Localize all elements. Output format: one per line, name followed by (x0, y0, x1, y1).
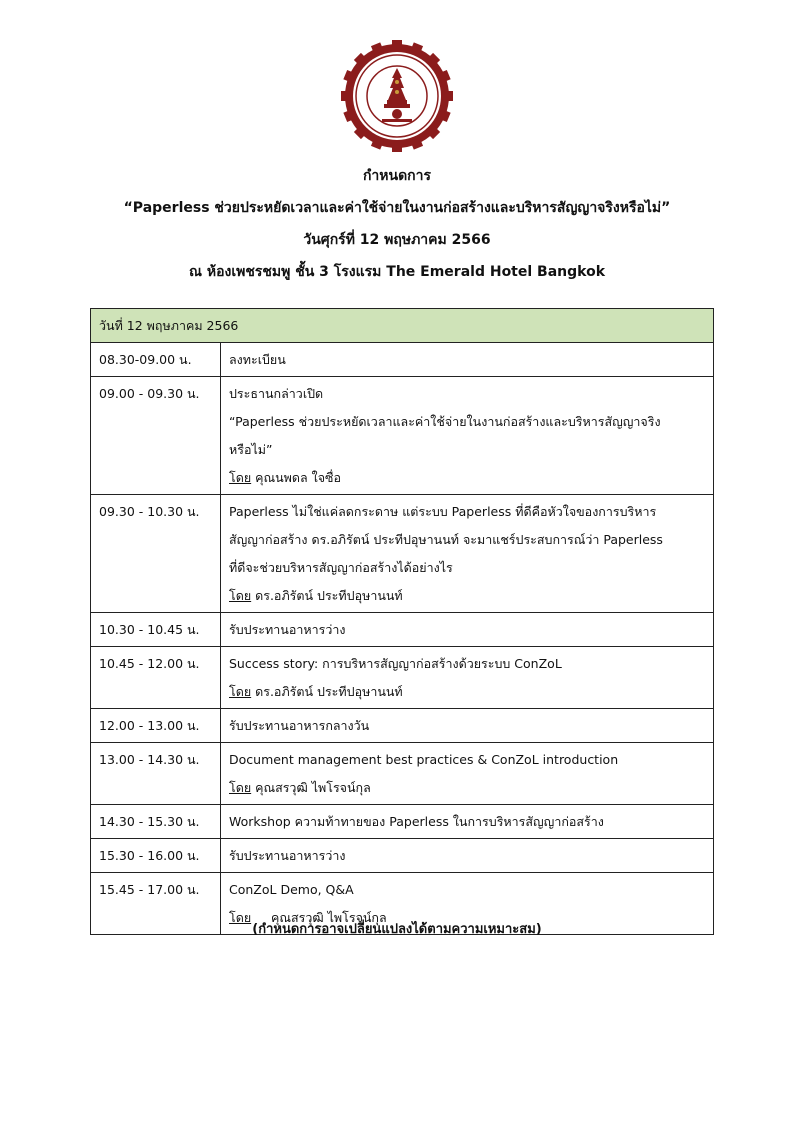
speaker-line (229, 678, 705, 706)
activity-line: ประธานกล่าวเปิด (229, 386, 324, 401)
schedule-row (91, 647, 714, 709)
activity-line: ConZoL Demo, Q&A (229, 882, 354, 897)
speaker-name: คุณนพดล ใจซื่อ (251, 470, 342, 485)
activity-line: สัญญาก่อสร้าง ดร.อภิรัตน์ ประทีปอุษานนท์ จะมาแชร์ประสบการณ์ว่า Paperless (229, 532, 663, 547)
activity-line: Paperless ไม่ใช่แค่ลดกระดาษ แต่ระบบ Paperless ที่ดีคือหัวใจของการบริหาร (229, 504, 657, 519)
schedule-row (91, 377, 714, 495)
agenda-heading: กำหนดการ (362, 168, 432, 184)
schedule-date-header: วันที่ 12 พฤษภาคม 2566 (91, 309, 714, 343)
schedule-time: 09.30 - 10.30 น. (91, 495, 221, 613)
schedule-time: 14.30 - 15.30 น. (91, 805, 221, 839)
activity-line: Success story: การบริหารสัญญาก่อสร้างด้วยระบบ ConZoL (229, 656, 562, 671)
schedule-activity (221, 377, 714, 495)
schedule-time: 09.00 - 09.30 น. (91, 377, 221, 495)
activity-line: ที่ดีจะช่วยบริหารสัญญาก่อสร้างได้อย่างไร (229, 560, 453, 575)
schedule-activity (221, 839, 714, 873)
activity-line: รับประทานอาหารว่าง (229, 622, 346, 637)
footer-note: (กำหนดการอาจเปลี่ยนแปลงได้ตามความเหมาะสม) (252, 922, 542, 937)
schedule-activity (221, 743, 714, 805)
schedule-activity (221, 343, 714, 377)
schedule-activity (221, 805, 714, 839)
speaker-name: ดร.อภิรัตน์ ประทีปอุษานนท์ (251, 588, 403, 603)
speaker-line (229, 582, 705, 610)
schedule-table (90, 308, 714, 935)
speaker-name: ดร.อภิรัตน์ ประทีปอุษานนท์ (251, 684, 403, 699)
speaker-label: โดย (229, 684, 252, 699)
schedule-time: 10.30 - 10.45 น. (91, 613, 221, 647)
event-venue: ณ ห้องเพชรชมพู ชั้น 3 โรงแรม The Emerald Hotel Bangkok (188, 264, 606, 280)
speaker-label: โดย (229, 910, 252, 925)
activity-line: “Paperless ช่วยประหยัดเวลาและค่าใช้จ่ายในงานก่อสร้างและบริหารสัญญาจริง (229, 414, 661, 429)
schedule-row (91, 343, 714, 377)
activity-line: รับประทานอาหารกลางวัน (229, 718, 370, 733)
schedule-row (91, 613, 714, 647)
schedule-time: 15.45 - 17.00 น. (91, 873, 221, 935)
schedule-time: 13.00 - 14.30 น. (91, 743, 221, 805)
document-title-block (0, 160, 794, 288)
schedule-activity (221, 709, 714, 743)
event-date: วันศุกร์ที่ 12 พฤษภาคม 2566 (303, 232, 491, 248)
schedule-time: 12.00 - 13.00 น. (91, 709, 221, 743)
activity-line: หรือไม่” (229, 442, 273, 457)
schedule-rows (91, 343, 714, 935)
schedule-time: 10.45 - 12.00 น. (91, 647, 221, 709)
speaker-line (229, 464, 705, 492)
activity-line: Document management best practices & ConZoL introduction (229, 752, 619, 767)
speaker-name: คุณสรวุฒิ ไพโรจน์กุล (251, 910, 387, 925)
speaker-label: โดย (229, 780, 252, 795)
schedule-row (91, 743, 714, 805)
schedule-row (91, 495, 714, 613)
schedule-row (91, 839, 714, 873)
schedule-activity (221, 613, 714, 647)
speaker-label: โดย (229, 588, 252, 603)
schedule-activity (221, 647, 714, 709)
schedule-activity (221, 495, 714, 613)
speaker-line (229, 774, 705, 802)
speaker-label: โดย (229, 470, 252, 485)
schedule-row (91, 709, 714, 743)
speaker-name: คุณสรวุฒิ ไพโรจน์กุล (251, 780, 371, 795)
schedule-date-row (91, 309, 714, 343)
schedule-row (91, 805, 714, 839)
schedule-time: 15.30 - 16.00 น. (91, 839, 221, 873)
event-title: “Paperless ช่วยประหยัดเวลาและค่าใช้จ่ายในงานก่อสร้างและบริหารสัญญาจริงหรือไม่” (123, 200, 671, 216)
activity-line: รับประทานอาหารว่าง (229, 848, 346, 863)
activity-line: ลงทะเบียน (229, 352, 286, 367)
activity-line: Workshop ความท้าทายของ Paperless ในการบริหารสัญญาก่อสร้าง (229, 814, 604, 829)
schedule-time: 08.30-09.00 น. (91, 343, 221, 377)
institute-seal-logo (332, 38, 462, 154)
